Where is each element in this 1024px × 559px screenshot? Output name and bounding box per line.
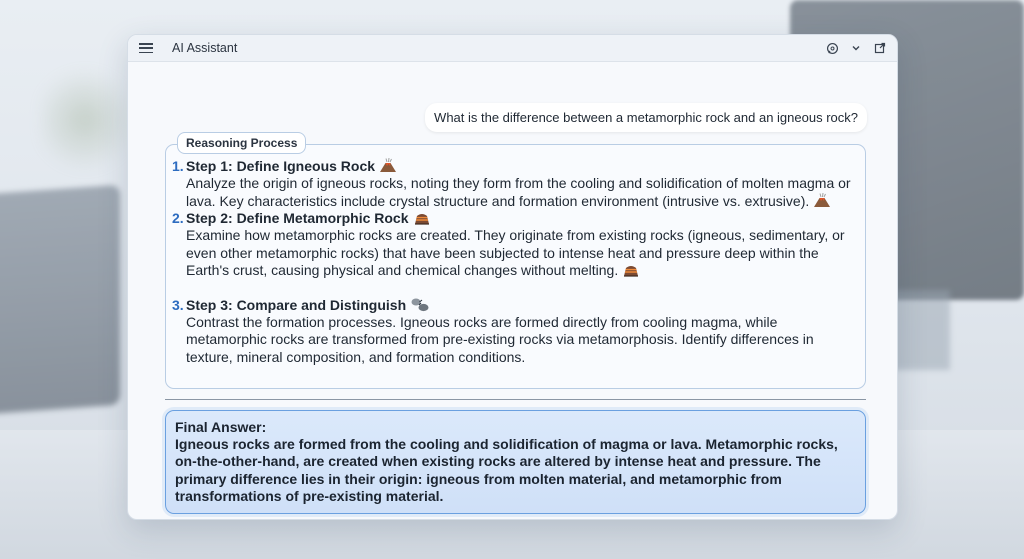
reasoning-steps <box>172 158 862 366</box>
step-number: 1. <box>172 158 184 174</box>
step-title: Step 2: Define Metamorphic Rock <box>186 210 409 226</box>
layered-rock-icon <box>622 262 640 277</box>
chat-icon[interactable] <box>825 41 839 55</box>
chevron-down-icon[interactable] <box>849 41 863 55</box>
divider <box>165 399 866 400</box>
final-answer-card <box>165 410 866 514</box>
step-text: Examine how metamorphic rocks are created. They originate from existing rocks (igneous, sedimentary, or even other metamorphic rocks) that have been subjected to intense heat and pressure deep within the Earth's crust, causing physical and chemical changes without melting. <box>186 227 845 278</box>
assistant-window <box>127 34 898 520</box>
step-number: 2. <box>172 210 184 226</box>
background-laptop <box>0 185 120 415</box>
step-text: Analyze the origin of igneous rocks, noting they form from the cooling and solidification of molten magma or lava. Key characteristics include crystal structure and formation environment (intrusive vs. extrusive). <box>186 175 851 209</box>
volcano-icon <box>813 193 831 208</box>
layered-rock-icon <box>413 210 431 225</box>
step-number: 3. <box>172 296 184 313</box>
step-item <box>172 297 862 367</box>
rocks-compare-icon <box>410 297 428 312</box>
step-text: Contrast the formation processes. Igneous rocks are formed directly from cooling magma, while metamorphic rocks are transformed from pre-existing rocks via metamorphosis. Identify differences in texture, mineral composition, and formation conditions. <box>186 313 814 365</box>
open-external-icon[interactable] <box>873 41 887 55</box>
final-answer-label: Final Answer: <box>175 419 267 435</box>
menu-icon[interactable] <box>138 41 154 55</box>
background-plant <box>40 60 130 180</box>
step-title: Step 3: Compare and Distinguish <box>186 296 407 313</box>
reasoning-tag[interactable]: Reasoning Process <box>177 132 306 154</box>
window-title: AI Assistant <box>172 41 238 55</box>
step-title: Step 1: Define Igneous Rock <box>186 158 376 174</box>
volcano-icon <box>379 158 397 173</box>
step-item <box>172 210 862 280</box>
final-answer-text: Igneous rocks are formed from the cooling and solidification of magma or lava. Metamorphic rocks, on-the-other-hand, are created when existing rocks are altered by intense heat and pressure. The primary difference lies in their origin: igneous from molten material, and metamorphic from transformations of pre-existing material. <box>175 436 838 505</box>
step-item <box>172 158 862 210</box>
user-message-bubble: What is the difference between a metamorphic rock and an igneous rock? <box>425 103 867 132</box>
title-actions <box>825 41 887 55</box>
title-bar <box>128 35 897 62</box>
